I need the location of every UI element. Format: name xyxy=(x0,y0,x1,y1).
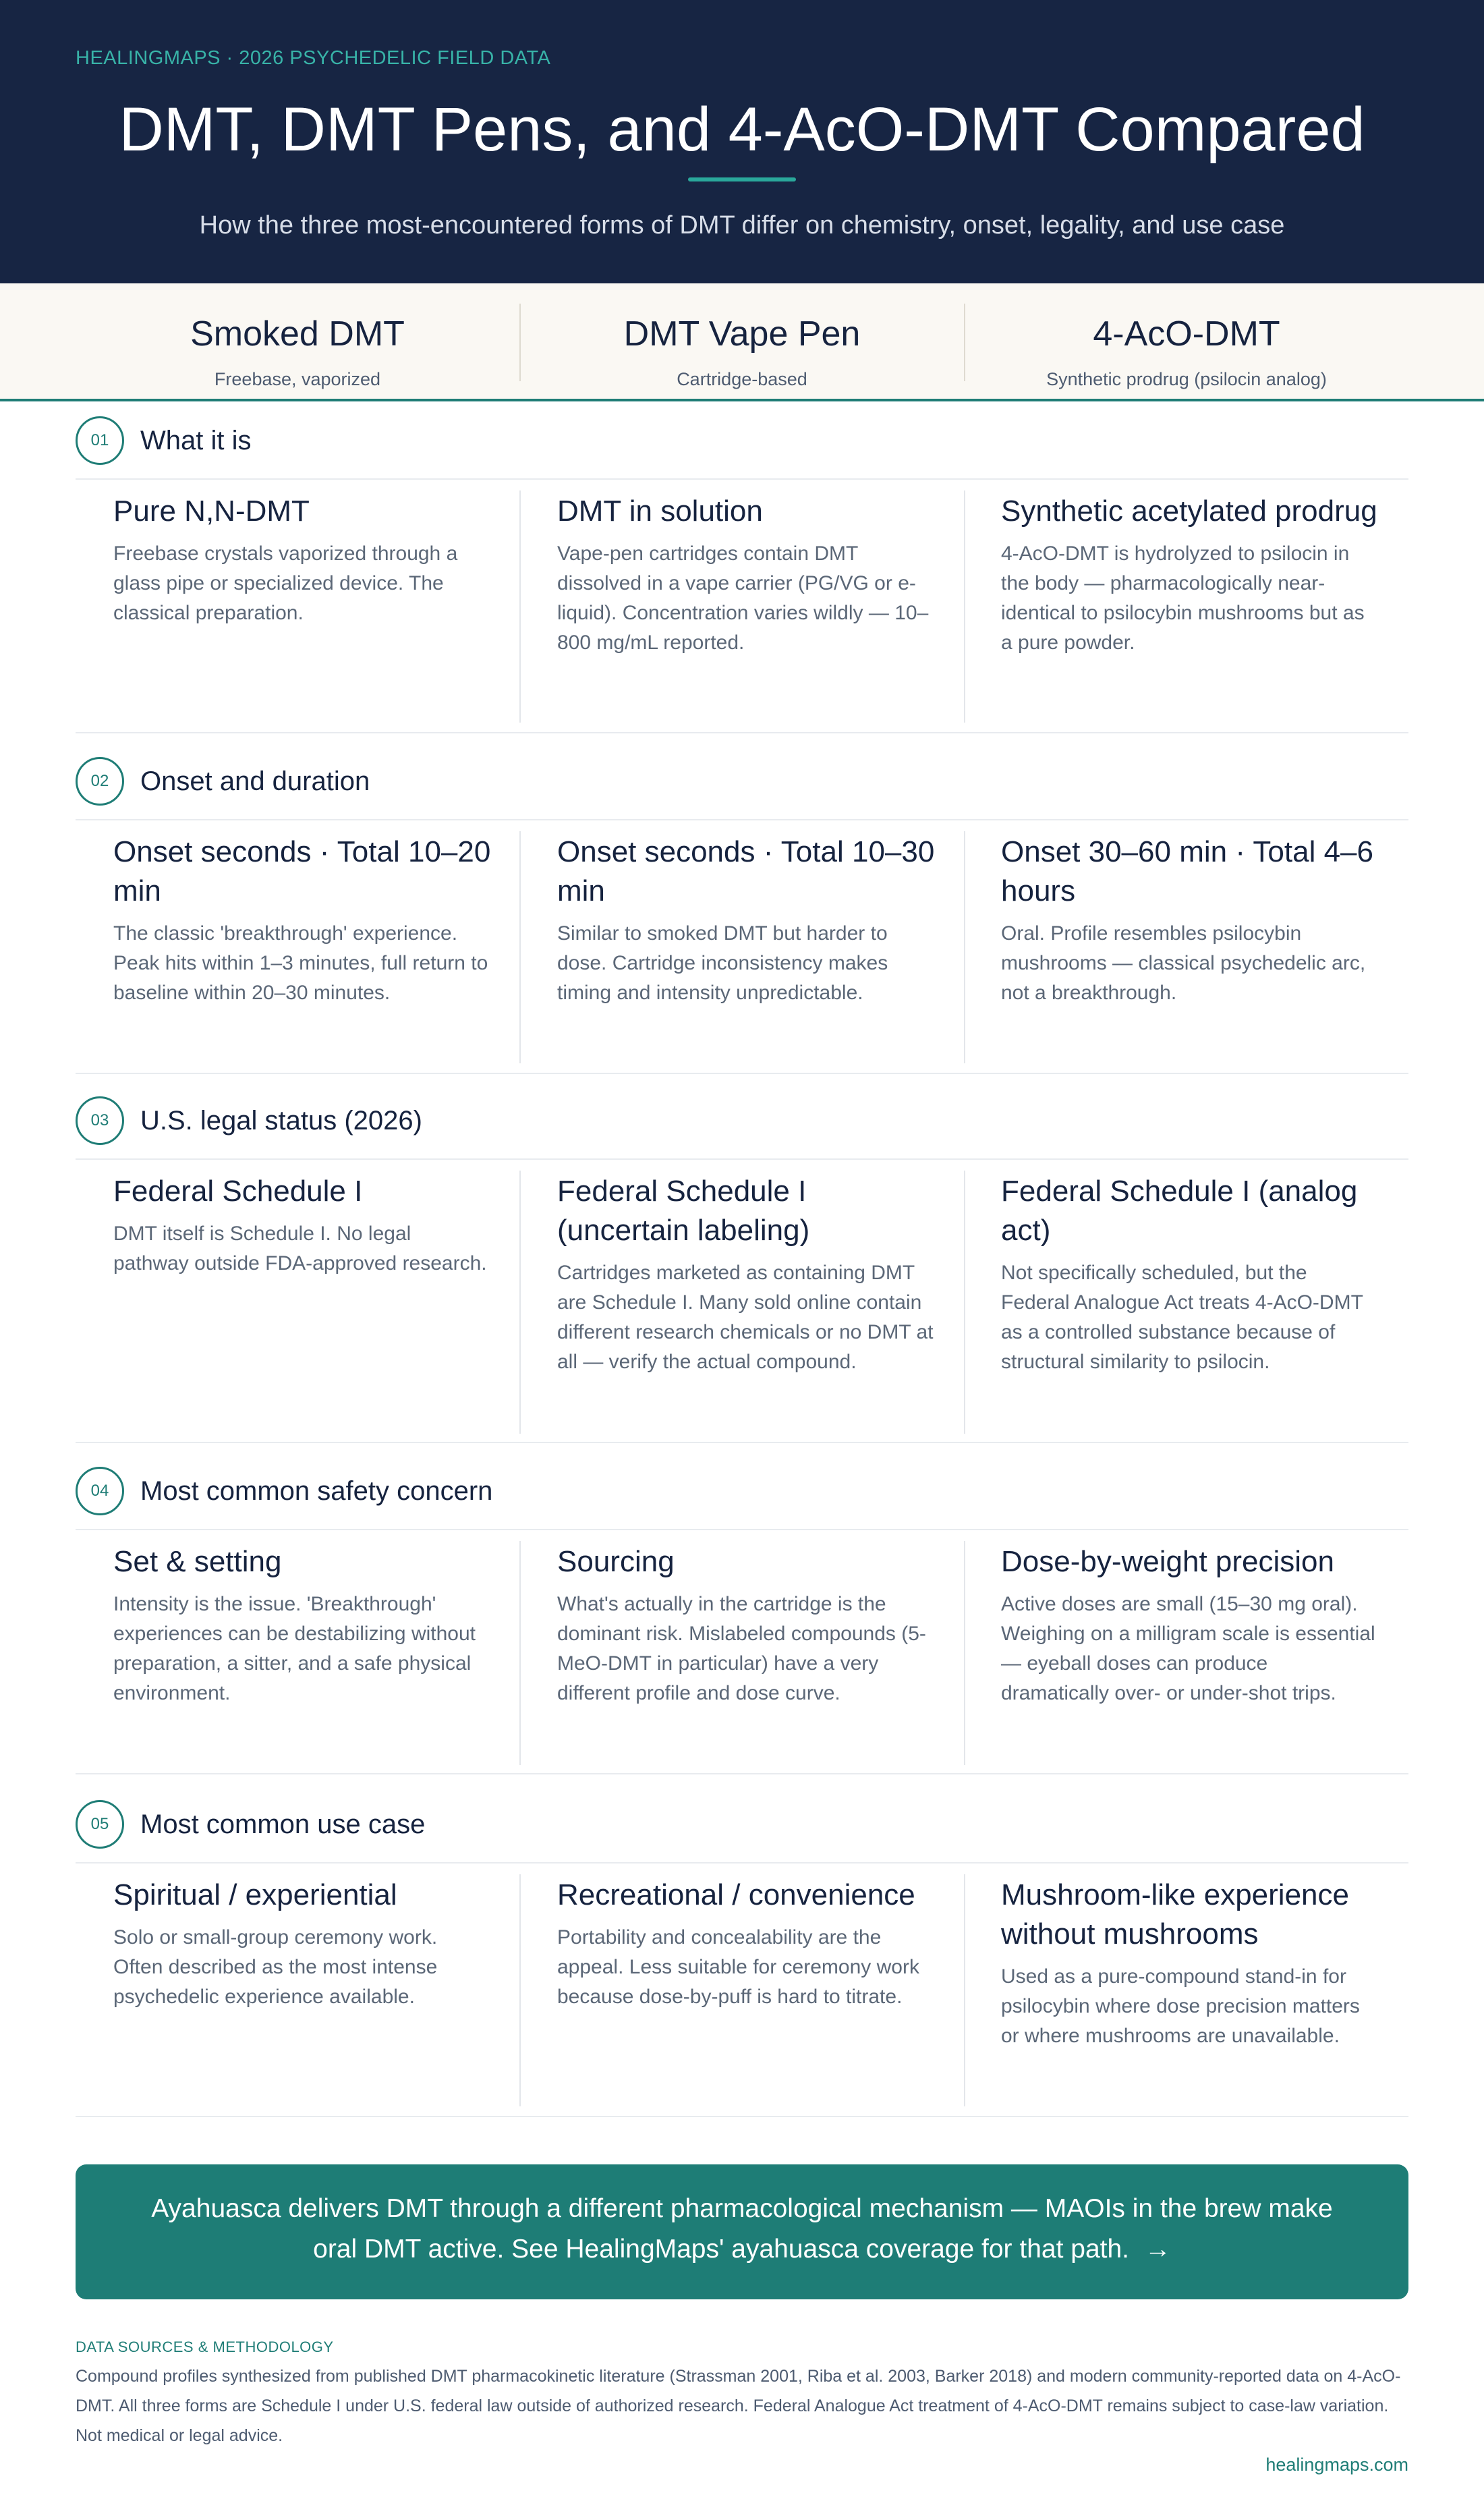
cell-dmt-vape-pen xyxy=(557,492,935,658)
section-cells xyxy=(76,1160,1408,1443)
section-title: U.S. legal status (2026) xyxy=(140,1106,422,1136)
cell-body: Similar to smoked DMT but harder to dose. Cartridge inconsistency makes timing and intensity unpredictable. xyxy=(557,922,888,1004)
section-header xyxy=(76,1455,1408,1530)
cell-body: Not specifically scheduled, but the Federal Analogue Act treats 4-AcO-DMT as a controlled substance because of structural similarity to psilocin. xyxy=(1001,1262,1363,1373)
cell-4-aco-dmt xyxy=(1001,833,1379,1008)
cell-divider xyxy=(964,831,965,1063)
header-banner xyxy=(0,0,1484,283)
cell-divider xyxy=(964,1171,965,1434)
section-legal-status xyxy=(76,1084,1408,1443)
column-header-4-aco-dmt xyxy=(965,314,1408,390)
cell-heading: Recreational / convenience xyxy=(557,1878,915,1911)
cell-body: The classic 'breakthrough' experience. Peak hits within 1–3 minutes, full return to baseline within 20–30 minutes. xyxy=(113,922,488,1004)
section-header xyxy=(76,745,1408,820)
page-subtitle: How the three most-encountered forms of DMT differ on chemistry, onset, legality, and use case xyxy=(199,211,1285,240)
cell-divider xyxy=(519,1874,521,2106)
cell-body: What's actually in the cartridge is the dominant risk. Mislabeled compounds (5-MeO-DMT in particular) have a very different profile and dose curve. xyxy=(557,1593,926,1704)
ayahuasca-callout[interactable] xyxy=(76,2164,1408,2299)
cell-heading: Federal Schedule I (uncertain labeling) xyxy=(557,1175,810,1247)
cell-divider xyxy=(964,490,965,723)
section-header xyxy=(76,1084,1408,1160)
cell-body: Intensity is the issue. 'Breakthrough' experiences can be destabilizing without preparation, a sitter, and a safe physical environment. xyxy=(113,1593,476,1704)
cell-heading: Sourcing xyxy=(557,1545,675,1578)
cell-4-aco-dmt xyxy=(1001,1172,1379,1377)
cell-heading: Pure N,N-DMT xyxy=(113,495,310,528)
cell-smoked-dmt xyxy=(113,833,491,1008)
cell-smoked-dmt xyxy=(113,1876,491,2012)
column-header-smoked-dmt xyxy=(76,314,519,390)
cell-heading: DMT in solution xyxy=(557,495,763,528)
cell-body: Oral. Profile resembles psilocybin mushrooms — classical psychedelic arc, not a breakthrough. xyxy=(1001,922,1366,1004)
cell-heading: Federal Schedule I xyxy=(113,1175,363,1208)
cell-heading: Onset seconds · Total 10–30 min xyxy=(557,835,935,907)
cell-body: Freebase crystals vaporized through a glass pipe or specialized device. The classical preparation. xyxy=(113,542,458,624)
cell-heading: Set & setting xyxy=(113,1545,282,1578)
section-number: 05 xyxy=(76,1800,124,1849)
cell-body: 4-AcO-DMT is hydrolyzed to psilocin in the body — pharmacologically near-identical to psilocybin mushrooms but as a pure powder. xyxy=(1001,542,1365,654)
section-title: Most common safety concern xyxy=(140,1476,493,1506)
callout-text: Ayahuasca delivers DMT through a different pharmacological mechanism — MAOIs in the brew make oral DMT active. See HealingMaps' ayahuasca coverage for that path. xyxy=(151,2194,1333,2264)
cell-dmt-vape-pen xyxy=(557,833,935,1008)
section-use-case xyxy=(76,1788,1408,2117)
cell-heading: Federal Schedule I (analog act) xyxy=(1001,1175,1358,1247)
section-title: What it is xyxy=(140,426,252,455)
cell-heading: Synthetic acetylated prodrug xyxy=(1001,495,1377,528)
column-name: Smoked DMT xyxy=(190,314,405,354)
cell-body: Active doses are small (15–30 mg oral). Weighing on a milligram scale is essential — eyeball doses can produce dramatically over- or under-shot trips. xyxy=(1001,1593,1375,1704)
cell-smoked-dmt xyxy=(113,1172,491,1279)
section-cells xyxy=(76,1530,1408,1774)
cell-divider xyxy=(519,1541,521,1765)
column-note: Freebase, vaporized xyxy=(214,369,381,389)
cell-body: Portability and concealability are the appeal. Less suitable for ceremony work because dose-by-puff is hard to titrate. xyxy=(557,1926,919,2008)
cell-divider xyxy=(964,1874,965,2106)
cell-dmt-vape-pen xyxy=(557,1542,935,1708)
section-number: 03 xyxy=(76,1096,124,1145)
page-title: DMT, DMT Pens, and 4-AcO-DMT Compared xyxy=(119,95,1365,164)
section-title: Onset and duration xyxy=(140,766,370,796)
section-header xyxy=(76,1788,1408,1863)
cell-body: Used as a pure-compound stand-in for psilocybin where dose precision matters or where mushrooms are unavailable. xyxy=(1001,1965,1360,2047)
cell-dmt-vape-pen xyxy=(557,1172,935,1377)
column-header-dmt-vape-pen xyxy=(520,314,964,390)
section-cells xyxy=(76,1863,1408,2117)
cell-heading: Mushroom-like experience without mushrooms xyxy=(1001,1878,1349,1951)
arrow-right-icon: → xyxy=(1144,2235,1171,2264)
cell-heading: Spiritual / experiential xyxy=(113,1878,397,1911)
section-header xyxy=(76,404,1408,480)
cell-smoked-dmt xyxy=(113,492,491,628)
section-safety-concern xyxy=(76,1455,1408,1774)
cell-divider xyxy=(964,1541,965,1765)
column-note: Synthetic prodrug (psilocin analog) xyxy=(1046,369,1327,389)
section-number: 02 xyxy=(76,757,124,806)
cell-heading: Dose-by-weight precision xyxy=(1001,1545,1334,1578)
column-name: DMT Vape Pen xyxy=(623,314,861,354)
cell-heading: Onset 30–60 min · Total 4–6 hours xyxy=(1001,835,1373,907)
sources-text: Compound profiles synthesized from published DMT pharmacokinetic literature (Strassman 2001, Riba et al. 2003, Barker 2018) and modern community-reported data on 4-AcO-DMT. All three forms are Schedule I under U.S. federal law outside of authorized research. Federal Analogue Act treatment of 4-AcO-DMT remains subject to case-law variation. Not medical or legal advice. xyxy=(76,2367,1401,2445)
cell-smoked-dmt xyxy=(113,1542,491,1708)
title-underline xyxy=(688,177,796,181)
column-headers xyxy=(0,283,1484,401)
cell-heading: Onset seconds · Total 10–20 min xyxy=(113,835,491,907)
section-number: 04 xyxy=(76,1467,124,1515)
section-onset-and-duration xyxy=(76,745,1408,1074)
cell-divider xyxy=(519,1171,521,1434)
column-note: Cartridge-based xyxy=(677,369,807,389)
section-cells xyxy=(76,480,1408,733)
cell-body: Cartridges marketed as containing DMT are Schedule I. Many sold online contain different research chemicals or no DMT at all — verify the actual compound. xyxy=(557,1262,934,1373)
cell-divider xyxy=(519,831,521,1063)
section-title: Most common use case xyxy=(140,1810,426,1839)
site-link[interactable]: healingmaps.com xyxy=(1265,2455,1408,2475)
cell-dmt-vape-pen xyxy=(557,1876,935,2012)
cell-body: Solo or small-group ceremony work. Often described as the most intense psychedelic experience available. xyxy=(113,1926,438,2008)
section-cells xyxy=(76,820,1408,1074)
eyebrow: HEALINGMAPS · 2026 PSYCHEDELIC FIELD DATA xyxy=(76,47,551,69)
cell-body: DMT itself is Schedule I. No legal pathway outside FDA-approved research. xyxy=(113,1223,487,1274)
section-number: 01 xyxy=(76,416,124,465)
sources-label: DATA SOURCES & METHODOLOGY xyxy=(76,2338,334,2355)
section-what-it-is xyxy=(76,404,1408,733)
cell-4-aco-dmt xyxy=(1001,1876,1379,2051)
column-name: 4-AcO-DMT xyxy=(1093,314,1280,354)
cell-4-aco-dmt xyxy=(1001,492,1379,658)
cell-body: Vape-pen cartridges contain DMT dissolved in a vape carrier (PG/VG or e-liquid). Concentration varies wildly — 10–800 mg/mL reported. xyxy=(557,542,929,654)
cell-divider xyxy=(519,490,521,723)
cell-4-aco-dmt xyxy=(1001,1542,1379,1708)
